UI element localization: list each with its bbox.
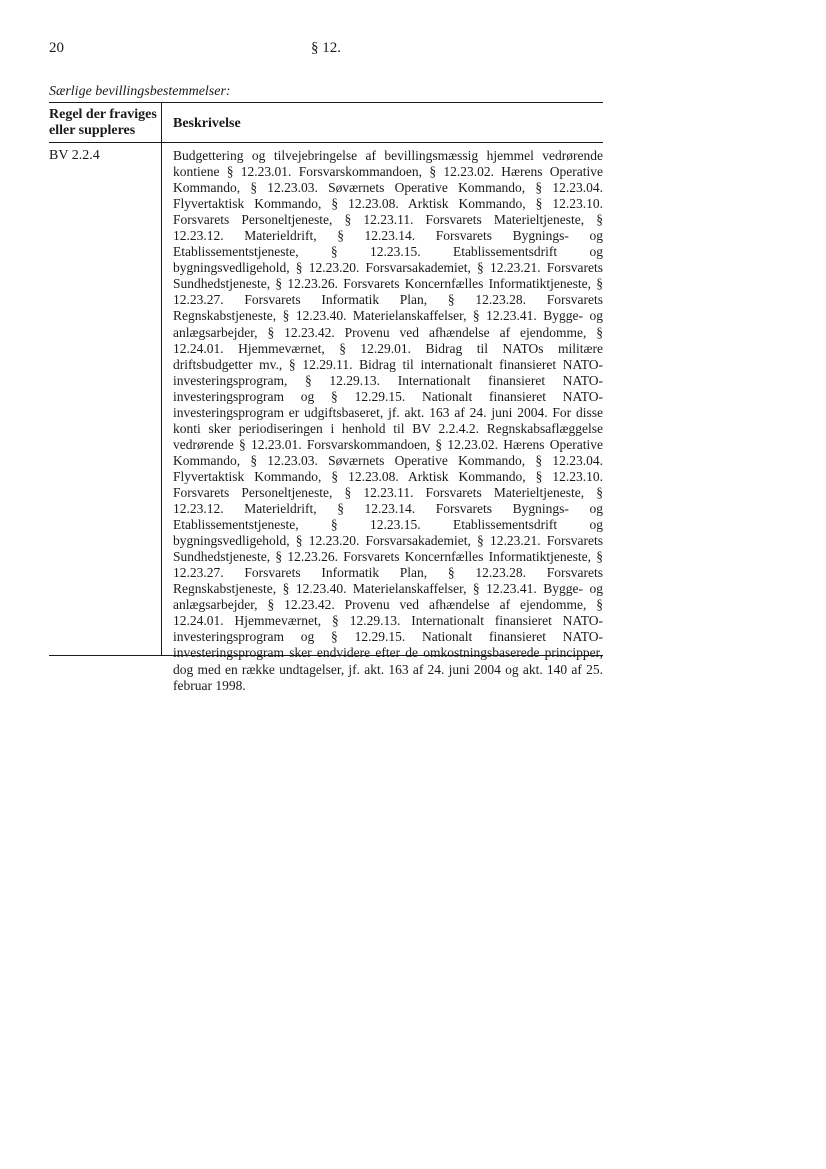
page-number: 20: [49, 40, 64, 56]
column-divider: [161, 103, 162, 655]
header-rule: [49, 142, 603, 143]
table-cell-rule: BV 2.2.4: [49, 148, 100, 163]
column-header-rule: Regel der fraviges eller suppleres: [49, 107, 157, 138]
table-caption: Særlige bevillingsbestemmelser:: [49, 84, 231, 99]
table-cell-description: Budgettering og tilvejebringelse af bevillingsmæssig hjemmel vedrørende kontiene § 12.23.01. Forsvarskommandoen, § 12.23.02. Hærens Operative Kommando, § 12.23.03. Søværnets Operative Kommando, § 12.23.04. Flyvertaktisk Kommando, § 12.23.08. Arktisk Kommando, § 12.23.10. Forsvarets Personeltjeneste, § 12.23.11. Forsvarets Materieltjeneste, § 12.23.12. Materieldrift, § 12.23.14. Forsvarets Bygnings- og Etablissementstjeneste, § 12.23.15. Etablissementsdrift og bygningsvedligehold, § 12.23.20. Forsvarsakademiet, § 12.23.21. Forsvarets Sundhedstjeneste, § 12.23.26. Forsvarets Koncernfælles Informatiktjeneste, § 12.23.27. Forsvarets Informatik Plan, § 12.23.28. Forsvarets Regnskabstjeneste, § 12.23.40. Materielanskaffelser, § 12.23.41. Bygge- og anlægsarbejder, § 12.23.42. Provenu ved afhændelse af ejendomme, § 12.24.01. Hjemmeværnet, § 12.29.01. Bidrag til NATOs militære driftsbudgetter mv., § 12.29.11. Bidrag til internationalt finansieret NATO-investeringsprogram, § 12.29.13. Internationalt finansieret NATO-investeringsprogram og § 12.29.15. Nationalt finansieret NATO-investeringsprogram er udgiftsbaseret, jf. akt. 163 af 24. juni 2004. For disse konti sker periodiseringen i henhold til BV 2.2.4.2. Regnskabsaflæggelse vedrørende § 12.23.01. Forsvarskommandoen, § 12.23.02. Hærens Operative Kommando, § 12.23.03. Søværnets Operative Kommando, § 12.23.04. Flyvertaktisk Kommando, § 12.23.08. Arktisk Kommando, § 12.23.10. Forsvarets Personeltjeneste, § 12.23.11. Forsvarets Materieltjeneste, § 12.23.12. Materieldrift, § 12.23.14. Forsvarets Bygnings- og Etablissementstjeneste, § 12.23.15. Etablissementsdrift og bygningsvedligehold, § 12.23.20. Forsvarsakademiet, § 12.23.21. Forsvarets Sundhedstjeneste, § 12.23.26. Forsvarets Koncernfælles Informatiktjeneste, § 12.23.27. Forsvarets Informatik Plan, § 12.23.28. Forsvarets Regnskabstjeneste, § 12.23.40. Materielanskaffelser, § 12.23.41. Bygge- og anlægsarbejder, § 12.23.42. Provenu ved afhændelse af ejendomme, § 12.24.01. Hjemmeværnet, § 12.29.13. Internationalt finansieret NATO-investeringsprogram og § 12.29.15. Nationalt finansieret NATO-investeringsprogram sker endvidere efter de omkostningsbaserede principper, dog med en række undtagelser, jf. akt. 163 af 24. juni 2004 og akt. 140 af 25. februar 1998.: [173, 148, 603, 693]
provisions-table: [49, 102, 603, 693]
column-header-description: Beskrivelse: [173, 116, 241, 131]
section-reference: § 12.: [311, 40, 341, 56]
